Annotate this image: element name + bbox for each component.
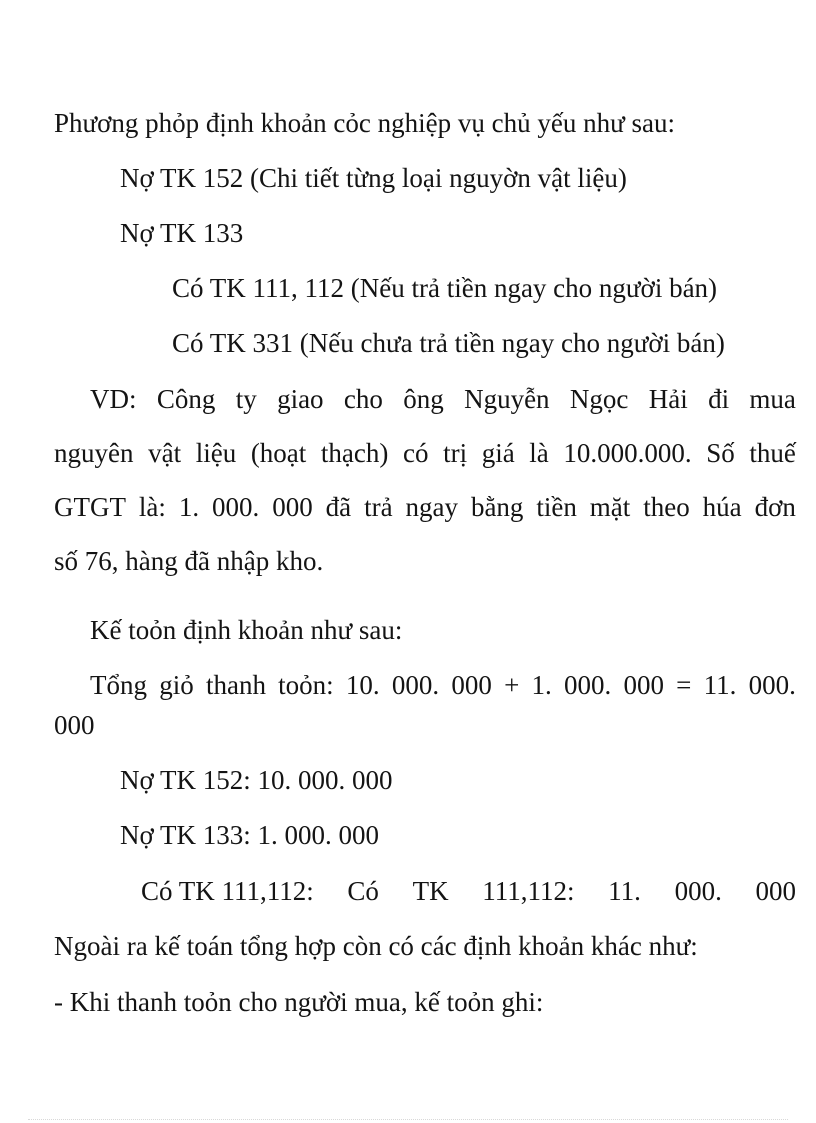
word: 000 — [272, 492, 313, 522]
word: Công — [156, 384, 216, 414]
total-continuation: 000 — [54, 710, 95, 740]
entry-debit-133-amount: Nợ TK 133: 1. 000. 000 — [120, 820, 380, 850]
word: trả — [364, 492, 393, 522]
word: 000 — [623, 670, 664, 700]
example-line-3 — [54, 492, 796, 523]
word: tiền — [536, 492, 577, 522]
word: toỏn: — [278, 670, 334, 700]
word: 11. — [703, 670, 737, 700]
word: cho — [343, 384, 383, 414]
word: Hải — [648, 384, 688, 414]
word: đơn — [754, 492, 796, 522]
word: Tổng — [90, 670, 147, 700]
example-line-1 — [90, 384, 796, 415]
other-entries-line: Ngoài ra kế toán tổng hợp còn có các định khoản khác như: — [54, 931, 698, 961]
accounting-intro: Kế toỏn định khoản như sau: — [90, 615, 403, 645]
word: 000. — [748, 670, 796, 700]
word: GTGT — [54, 492, 126, 522]
word: Ngọc — [569, 384, 629, 414]
word: 000. — [563, 670, 612, 700]
word: VD: — [90, 384, 137, 414]
word: Nguyễn — [464, 384, 550, 414]
word: ngay — [405, 492, 458, 522]
word: + — [504, 670, 520, 700]
word: thuế — [749, 438, 796, 468]
total-line — [90, 670, 796, 701]
example-line-2 — [54, 438, 796, 469]
word: 11. — [608, 876, 641, 906]
entry-credit-111-112: Có TK 111, 112 (Nếu trả tiền ngay cho người bán) — [172, 273, 718, 303]
payment-line: - Khi thanh toỏn cho người mua, kế toỏn ghi: — [54, 987, 544, 1017]
word: ty — [235, 384, 257, 414]
word: đi — [708, 384, 730, 414]
word: 000 — [755, 876, 796, 906]
word: ông — [403, 384, 444, 414]
word: 10.000.000. — [563, 438, 692, 468]
word: húa — [702, 492, 742, 522]
word: 000 — [451, 670, 492, 700]
word: thanh — [205, 670, 266, 700]
word: giỏ — [159, 670, 194, 700]
word: bằng — [470, 492, 524, 522]
example-line-4: số 76, hàng đã nhập kho. — [54, 546, 324, 576]
word: đã — [325, 492, 352, 522]
word: = — [676, 670, 692, 700]
word: Có — [347, 876, 379, 906]
word: mặt — [589, 492, 631, 522]
word: 111,112: — [482, 876, 575, 906]
word: có — [402, 438, 429, 468]
entry-debit-152: Nợ TK 152 (Chi tiết từng loại nguyờn vật liệu) — [120, 163, 627, 193]
word: nguyên — [54, 438, 134, 468]
word: TK — [412, 876, 449, 906]
word: là: — [138, 492, 166, 522]
footer-divider — [28, 1119, 788, 1120]
word: 000. — [674, 876, 722, 906]
word: 000. — [212, 492, 260, 522]
entry-debit-152-amount: Nợ TK 152: 10. 000. 000 — [120, 765, 393, 795]
word: 10. — [345, 670, 380, 700]
word: 1. — [178, 492, 200, 522]
intro-line: Phương phỏp định khoản cỏc nghiệp vụ chủ yếu như sau: — [54, 108, 675, 138]
word: thạch) — [320, 438, 389, 468]
word: vật — [148, 438, 182, 468]
word: 000. — [391, 670, 440, 700]
word: giá — [481, 438, 515, 468]
word: (hoạt — [250, 438, 307, 468]
word: Số — [706, 438, 735, 468]
word: 1. — [531, 670, 552, 700]
word: là — [529, 438, 549, 468]
word: mua — [749, 384, 796, 414]
word: Có TK 111,112: — [141, 876, 314, 906]
entry-credit-331: Có TK 331 (Nếu chưa trả tiền ngay cho người bán) — [172, 328, 725, 358]
word: liệu — [195, 438, 237, 468]
word: theo — [643, 492, 690, 522]
word: giao — [277, 384, 324, 414]
credit-line — [141, 876, 796, 907]
word: trị — [443, 438, 468, 468]
entry-debit-133: Nợ TK 133 — [120, 218, 244, 248]
